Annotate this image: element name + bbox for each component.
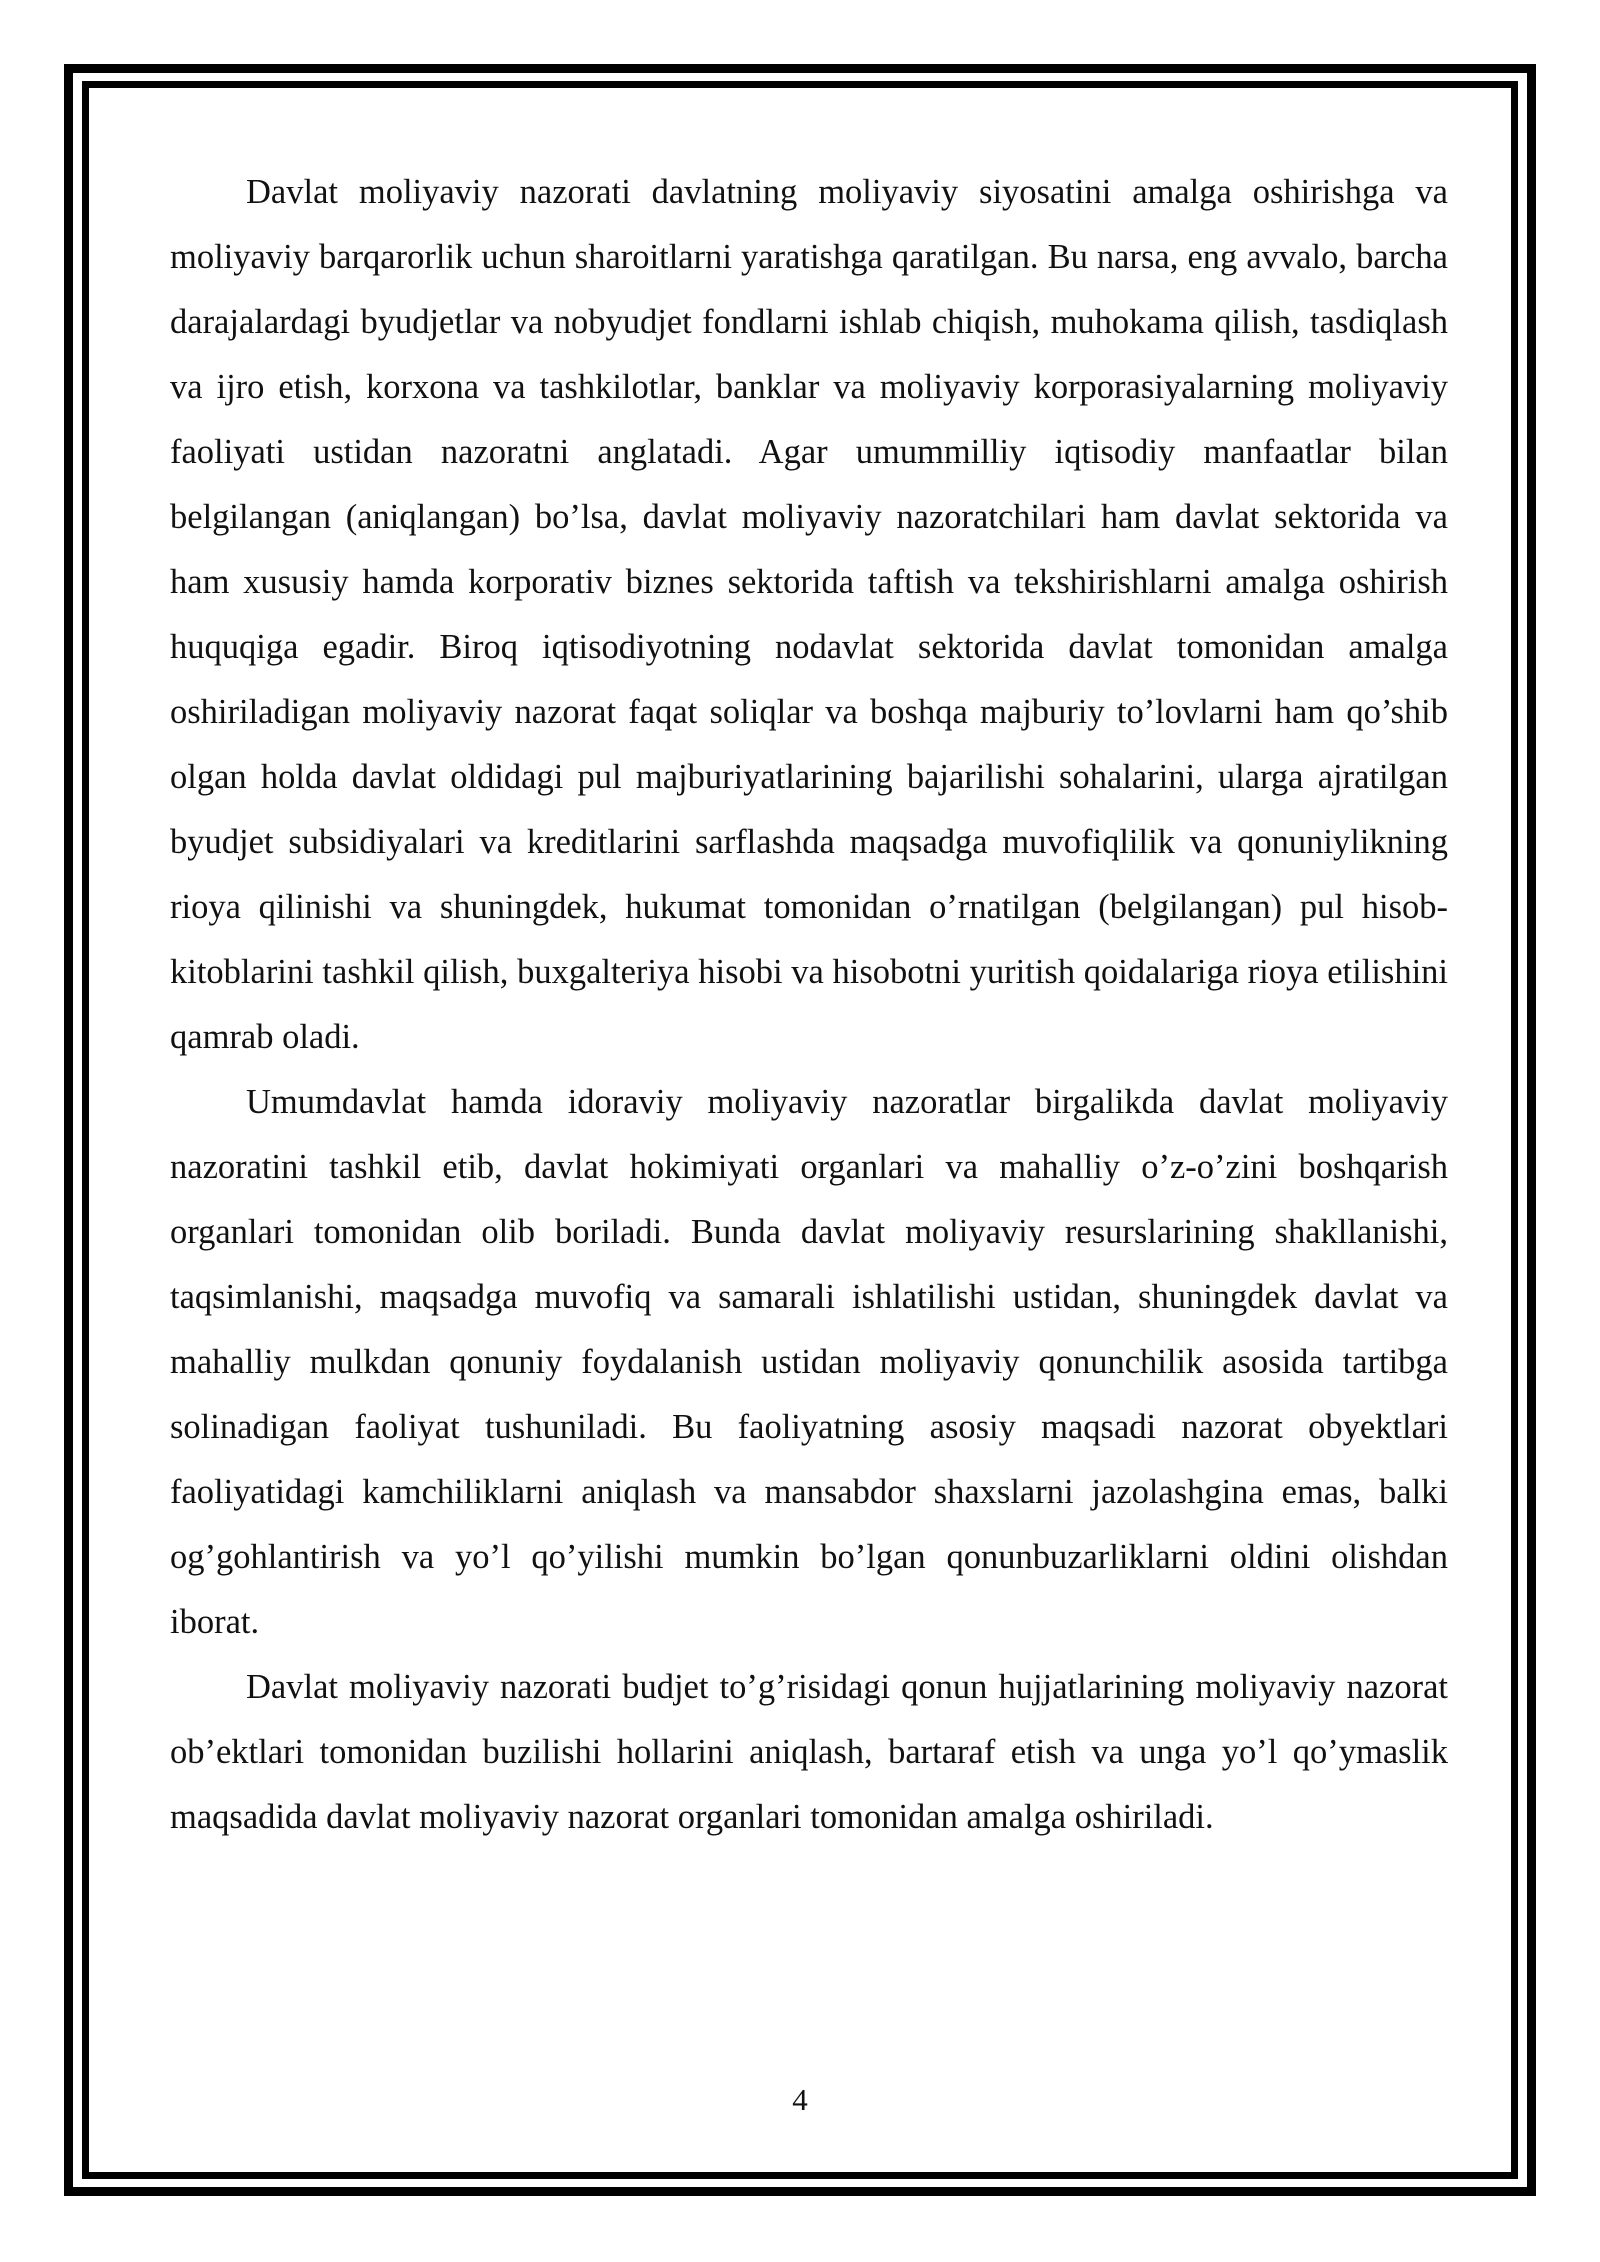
paragraph-2: Umumdavlat hamda idoraviy moliyaviy nazoratlar birgalikda davlat moliyaviy nazoratini tashkil etib, davlat hokimiyati organlari va mahalliy o’z-o’zini boshqarish organlari tomonidan olib boriladi. Bunda davlat moliyaviy resurslarining shakllanishi, taqsimlanishi, maqsadga muvofiq va samarali ishlatilishi ustidan, shuningdek davlat va mahalliy mulkdan qonuniy foydalanish ustidan moliyaviy qonunchilik asosida tartibga solinadigan faoliyat tushuniladi. Bu faoliyatning asosiy maqsadi nazorat obyektlari faoliyatidagi kamchiliklarni aniqlash va mansabdor shaxslarni jazolashgina emas, balki og’gohlantirish va yo’l qo’yilishi mumkin bo’lgan qonunbuzarliklarni oldini olishdan iborat.	[170, 1083, 1448, 1641]
paragraph-1: Davlat moliyaviy nazorati davlatning moliyaviy siyosatini amalga oshirishga va moliyaviy barqarorlik uchun sharoitlarni yaratishga qaratilgan. Bu narsa, eng avvalo, barcha darajalardagi byudjetlar va nobyudjet fondlarni ishlab chiqish, muhokama qilish, tasdiqlash va ijro etish, korxona va tashkilotlar, banklar va moliyaviy korporasiyalarning moliyaviy faoliyati ustidan nazoratni anglatadi. Agar umummilliy iqtisodiy manfaatlar bilan belgilangan (aniqlangan) bo’lsa, davlat moliyaviy nazoratchilari ham davlat sektorida va ham xususiy hamda korporativ biznes sektorida taftish va tekshirishlarni amalga oshirish huquqiga egadir. Biroq iqtisodiyotning nodavlat sektorida davlat tomonidan amalga oshiriladigan moliyaviy nazorat faqat soliqlar va boshqa majburiy to’lovlarni ham qo’shib olgan holda davlat oldidagi pul majburiyatlarining bajarilishi sohalarini, ularga ajratilgan byudjet subsidiyalari va kreditlarini sarflashda maqsadga muvofiqlilik va qonuniylikning rioya qilinishi va shuningdek, hukumat tomonidan o’rnatilgan (belgilangan) pul hisob-kitoblarini tashkil qilish, buxgalteriya hisobi va hisobotni yuritish qoidalariga rioya etilishini qamrab oladi.	[170, 173, 1448, 1056]
page-number: 4	[792, 2082, 808, 2117]
page-body	[170, 160, 1448, 1850]
paragraph-3: Davlat moliyaviy nazorati budjet to’g’risidagi qonun hujjatlarining moliyaviy nazorat ob’ektlari tomonidan buzilishi hollarini aniqlash, bartaraf etish va unga yo’l qo’ymaslik maqsadida davlat moliyaviy nazorat organlari tomonidan amalga oshiriladi.	[170, 1668, 1448, 1836]
